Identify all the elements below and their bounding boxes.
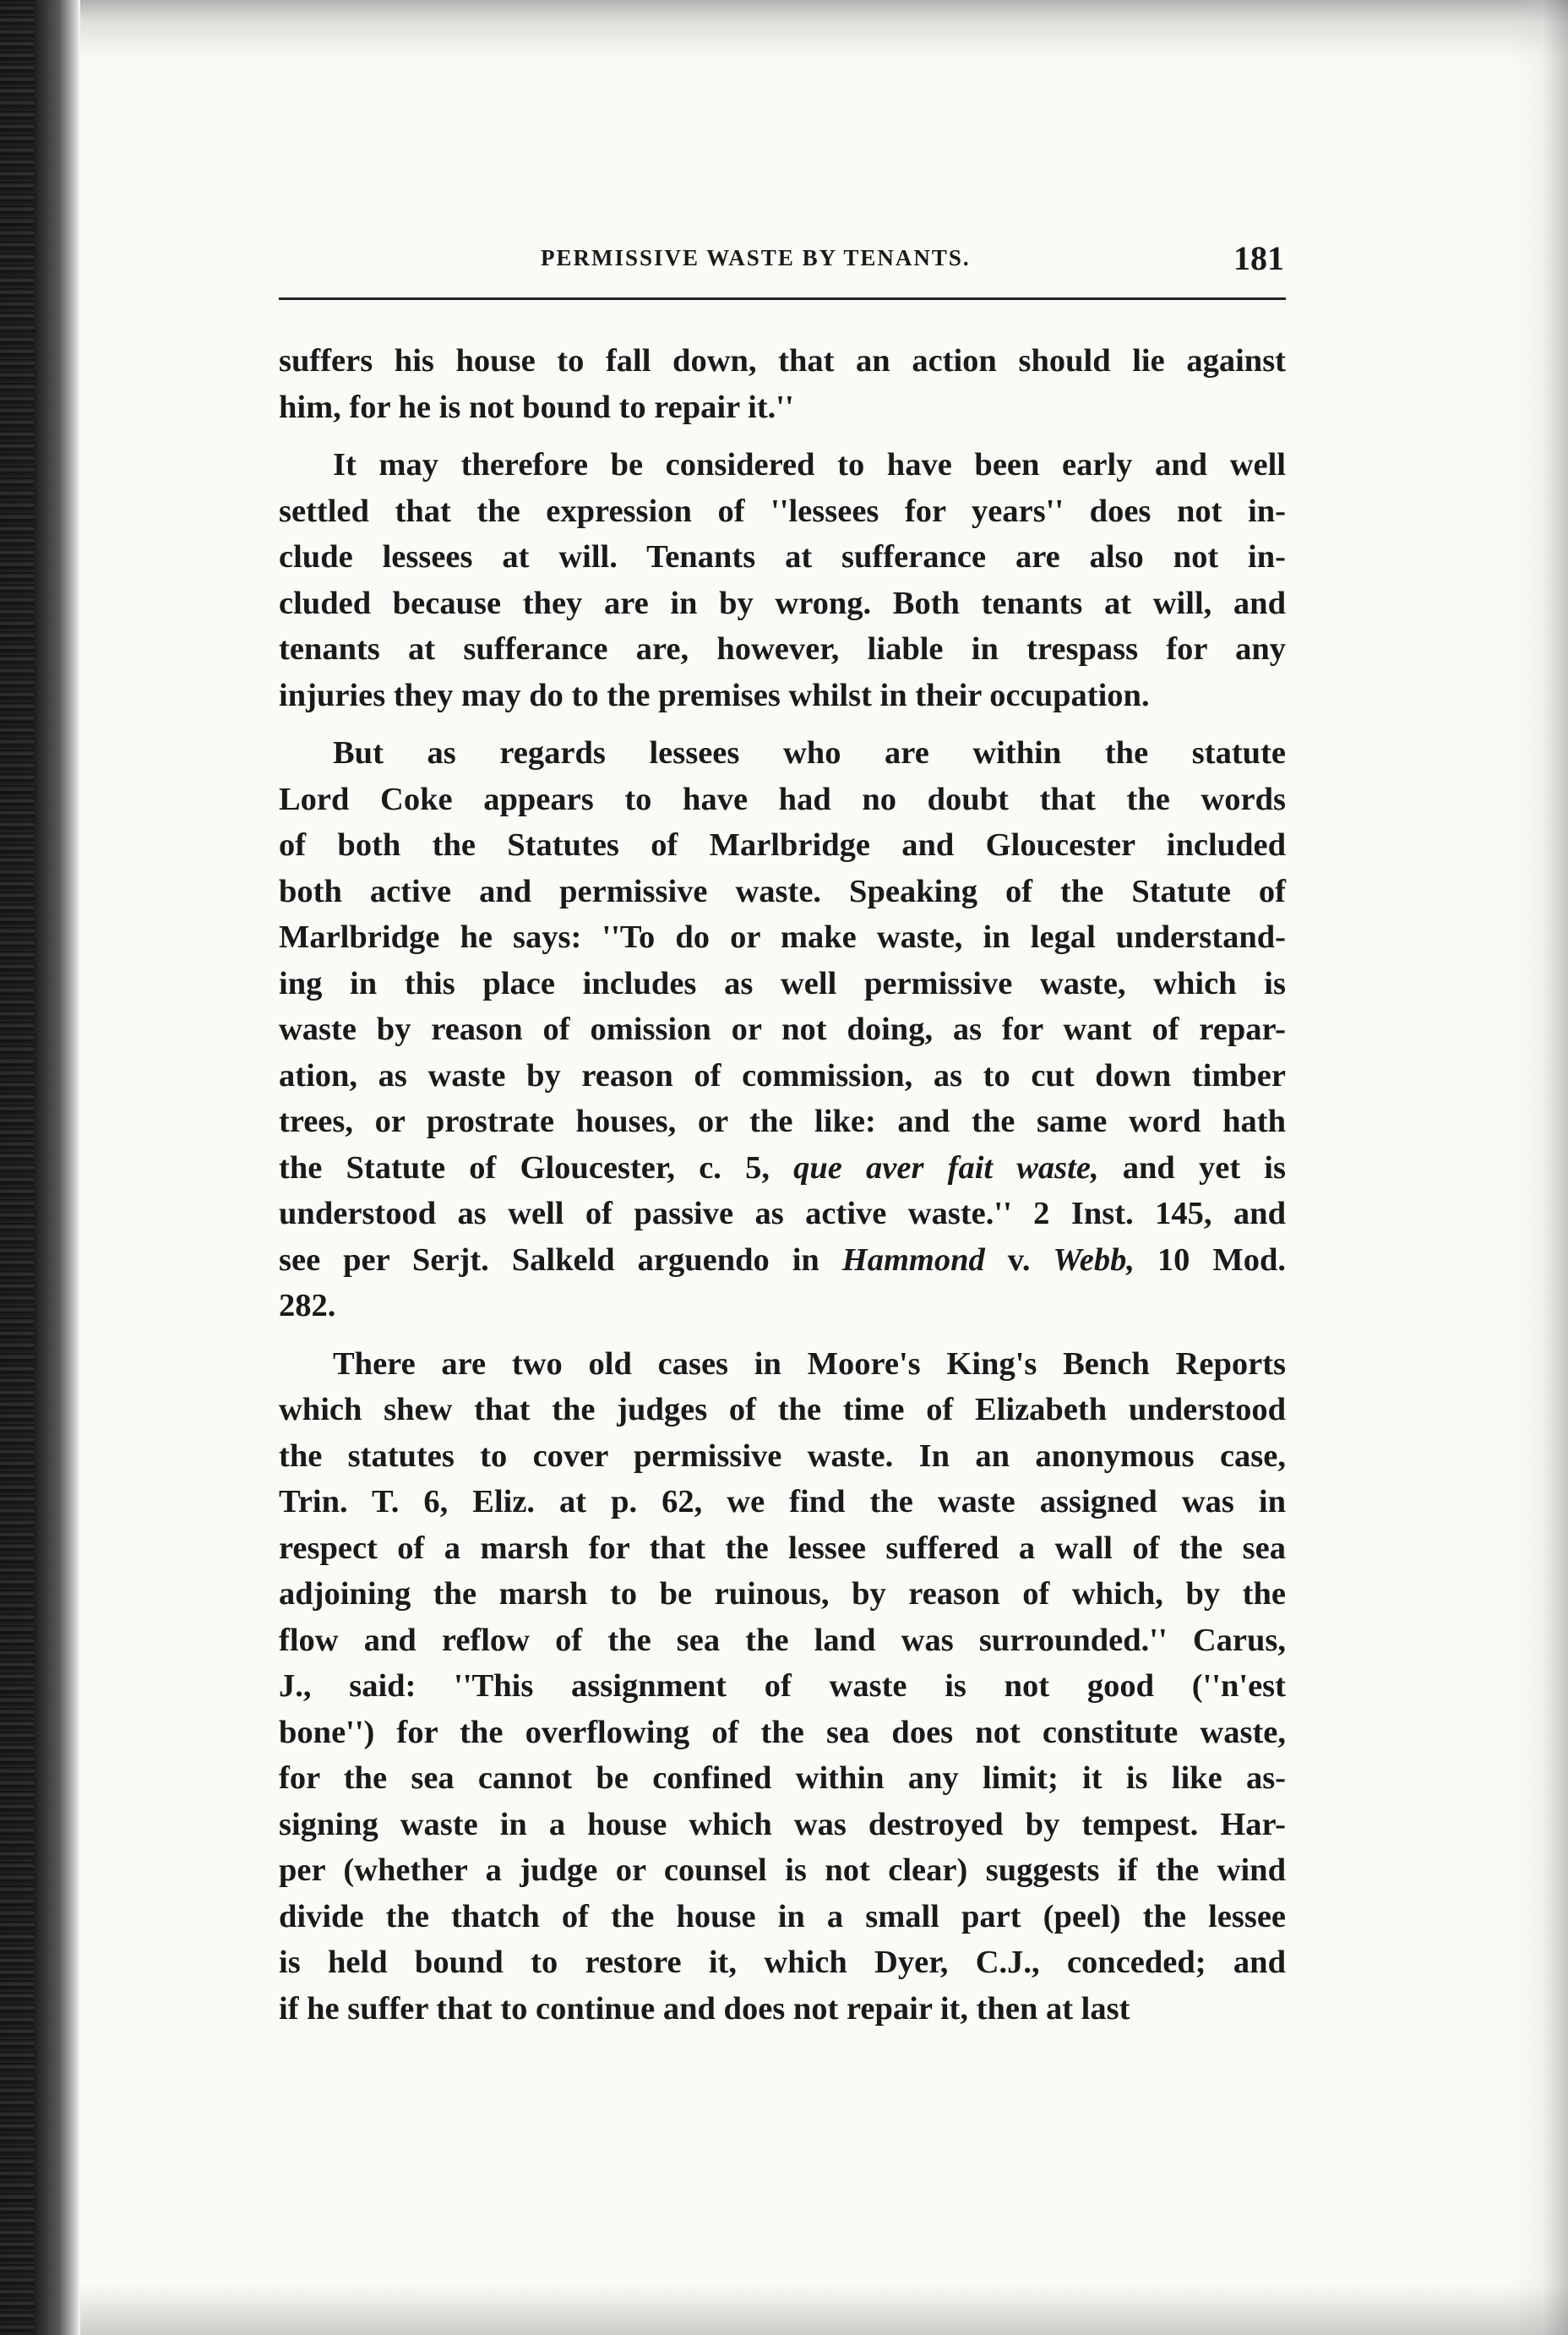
text-line: bone'') for the overflowing of the sea does not constitute waste, xyxy=(279,1714,1286,1750)
text-line: flow and reflow of the sea the land was surrounded.'' Carus, xyxy=(279,1622,1286,1658)
text-line: tenants at sufferance are, however, liable in trespass for any xyxy=(279,631,1286,667)
page-number: 181 xyxy=(1233,239,1284,277)
text-line: Marlbridge he says: ''To do or make waste, in legal understand- xyxy=(279,919,1286,955)
text-line: divide the thatch of the house in a small part (peel) the lessee xyxy=(279,1898,1286,1934)
body-text xyxy=(279,338,1286,2043)
text-line: for the sea cannot be confined within any limit; it is like as- xyxy=(279,1760,1286,1796)
text-line: 282. xyxy=(279,1288,336,1323)
text-line: both active and permissive waste. Speaking of the Statute of xyxy=(279,873,1286,909)
text-line: There are two old cases in Moore's King's Bench Reports xyxy=(333,1345,1286,1382)
text-line: respect of a marsh for that the lessee suffered a wall of the sea xyxy=(279,1530,1286,1566)
paragraph-p3 xyxy=(279,730,1286,1329)
text-line: per (whether a judge or counsel is not clear) suggests if the wind xyxy=(279,1852,1286,1888)
header-rule xyxy=(279,297,1286,300)
bottom-edge-shadow xyxy=(80,2284,1568,2335)
text-line: see per Serjt. Salkeld arguendo in Hammond v. Webb, 10 Mod. xyxy=(279,1241,1286,1278)
top-edge-shadow xyxy=(80,0,1568,59)
text-line: waste by reason of omission or not doing, as for want of repar- xyxy=(279,1012,1286,1047)
text-line: is held bound to restore it, which Dyer, C.J., conceded; and xyxy=(279,1945,1286,1980)
binding-speckle xyxy=(0,0,34,2335)
running-title: PERMISSIVE WASTE BY TENANTS. xyxy=(541,245,971,270)
text-line: Trin. T. 6, Eliz. at p. 62, we find the waste assigned was in xyxy=(279,1484,1286,1519)
text-line: But as regards lessees who are within the statute xyxy=(333,735,1286,771)
text-line: ing in this place includes as well permissive waste, which is xyxy=(279,965,1286,1001)
text-line: understood as well of passive as active waste.'' 2 Inst. 145, and xyxy=(279,1196,1286,1231)
text-line: cluded because they are in by wrong. Both tenants at will, and xyxy=(279,585,1286,621)
text-line: injuries they may do to the premises whilst in their occupation. xyxy=(279,677,1150,713)
text-line: adjoining the marsh to be ruinous, by reason of which, by the xyxy=(279,1576,1286,1612)
text-line: clude lessees at will. Tenants at sufferance are also not in- xyxy=(279,539,1286,575)
text-line: Lord Coke appears to have had no doubt that the words xyxy=(279,781,1286,817)
paragraph-p2 xyxy=(279,442,1286,718)
text-line: It may therefore be considered to have been early and well xyxy=(333,447,1286,483)
text-line: which shew that the judges of the time of Elizabeth understood xyxy=(279,1392,1286,1427)
text-line: him, for he is not bound to repair it.'' xyxy=(279,389,794,425)
text-line: signing waste in a house which was destroyed by tempest. Har- xyxy=(279,1806,1286,1842)
paragraph-p1 xyxy=(279,338,1286,430)
text-line: the Statute of Gloucester, c. 5, que aver fait waste, and yet is xyxy=(279,1149,1286,1186)
text-line: if he suffer that to continue and does not repair it, then at last xyxy=(279,1990,1130,2027)
text-line: the statutes to cover permissive waste. In an anonymous case, xyxy=(279,1438,1286,1474)
text-line: trees, or prostrate houses, or the like: and the same word hath xyxy=(279,1104,1286,1139)
right-edge-shadow xyxy=(1509,0,1568,2335)
paragraph-p4 xyxy=(279,1341,1286,2032)
text-line: settled that the expression of ''lessees for years'' does not in- xyxy=(279,493,1286,529)
text-line: ation, as waste by reason of commission, as to cut down timber xyxy=(279,1057,1286,1094)
text-line: suffers his house to fall down, that an action should lie against xyxy=(279,343,1286,379)
running-head xyxy=(279,238,1284,297)
text-line: of both the Statutes of Marlbridge and Gloucester included xyxy=(279,827,1286,863)
text-line: J., said: ''This assignment of waste is not good (''n'est xyxy=(279,1668,1286,1704)
